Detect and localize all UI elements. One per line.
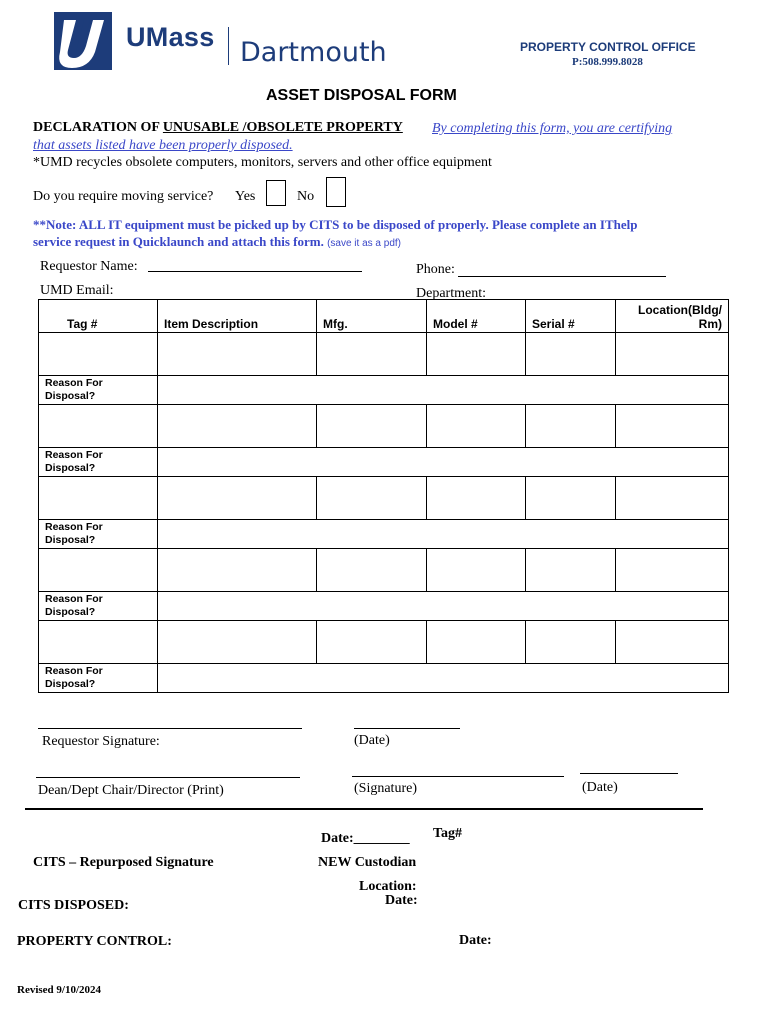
cits-date-label: Date:________ — [321, 831, 410, 846]
col-item-description: Item Description — [158, 300, 317, 333]
dean-print-line[interactable] — [36, 777, 300, 778]
declaration-underlined: UNUSABLE /OBSOLETE PROPERTY — [162, 120, 403, 135]
item-description-cell[interactable] — [158, 405, 317, 448]
mfg-cell[interactable] — [317, 333, 427, 376]
reason-input-cell[interactable] — [158, 592, 729, 621]
reason-row — [39, 664, 729, 693]
office-name: PROPERTY CONTROL OFFICE — [520, 40, 696, 54]
logo-campus-text: Dartmouth — [240, 37, 387, 68]
reason-label-cell — [39, 376, 158, 405]
mfg-cell[interactable] — [317, 477, 427, 520]
reason-row — [39, 448, 729, 477]
tag-cell[interactable] — [39, 549, 158, 592]
tag-cell[interactable] — [39, 477, 158, 520]
tag-cell[interactable] — [39, 333, 158, 376]
logo-umass-text: UMass — [126, 22, 215, 52]
asset-table — [38, 299, 729, 693]
no-checkbox[interactable] — [326, 177, 346, 207]
umd-email-label: UMD Email: — [40, 283, 114, 298]
certify-text-1: By completing this form, you are certifying — [432, 121, 673, 136]
reason-input-cell[interactable] — [158, 520, 729, 549]
location-cell[interactable] — [616, 621, 729, 664]
item-description-cell[interactable] — [158, 549, 317, 592]
requestor-signature-label: Requestor Signature: — [42, 734, 160, 749]
mfg-cell[interactable] — [317, 621, 427, 664]
it-note-line2 — [33, 234, 401, 250]
it-note-pdf: (save it as a pdf) — [327, 238, 401, 249]
col-serial: Serial # — [526, 300, 616, 333]
property-control-label: PROPERTY CONTROL: — [17, 934, 172, 949]
reason-input-cell[interactable] — [158, 664, 729, 693]
requestor-name-label: Requestor Name: — [40, 259, 138, 274]
mfg-cell[interactable] — [317, 549, 427, 592]
date2-label: (Date) — [582, 780, 618, 795]
requestor-name-line[interactable] — [148, 271, 362, 272]
reason-row — [39, 520, 729, 549]
logo-divider — [228, 27, 229, 65]
model-cell[interactable] — [427, 477, 526, 520]
serial-cell[interactable] — [526, 333, 616, 376]
location-cell[interactable] — [616, 477, 729, 520]
date2-line[interactable] — [580, 773, 678, 774]
new-custodian-label: NEW Custodian — [318, 855, 417, 870]
reason-label-cell — [39, 520, 158, 549]
declaration-line — [33, 120, 403, 136]
table-header-row — [39, 300, 729, 333]
cits-repurposed-label: CITS – Repurposed Signature — [33, 855, 214, 870]
item-description-cell[interactable] — [158, 621, 317, 664]
dean-print-label: Dean/Dept Chair/Director (Print) — [38, 783, 224, 798]
col-mfg: Mfg. — [317, 300, 427, 333]
location-date-label: Date: — [385, 893, 418, 908]
requestor-signature-line[interactable] — [38, 728, 302, 729]
table-row — [39, 405, 729, 448]
model-cell[interactable] — [427, 621, 526, 664]
table-row — [39, 549, 729, 592]
reason-input-cell[interactable] — [158, 376, 729, 405]
table-row — [39, 621, 729, 664]
reason-label-cell — [39, 664, 158, 693]
phone-label: Phone: — [416, 262, 455, 277]
serial-cell[interactable] — [526, 621, 616, 664]
model-cell[interactable] — [427, 405, 526, 448]
location-cell[interactable] — [616, 549, 729, 592]
item-description-cell[interactable] — [158, 333, 317, 376]
reason-label: Reason For Disposal? — [45, 665, 103, 690]
date1-line[interactable] — [354, 728, 460, 729]
tag-cell[interactable] — [39, 621, 158, 664]
signature-line[interactable] — [352, 776, 564, 777]
reason-row — [39, 592, 729, 621]
reason-label-cell — [39, 448, 158, 477]
it-note-line1: **Note: ALL IT equipment must be picked up by CITS to be disposed of properly. Please complete an IThelp — [33, 217, 638, 232]
tag-cell[interactable] — [39, 405, 158, 448]
form-title: ASSET DISPOSAL FORM — [266, 87, 457, 104]
recycle-note: *UMD recycles obsolete computers, monitors, servers and other office equipment — [33, 155, 492, 170]
tag-label: Tag# — [433, 826, 463, 841]
table-row — [39, 477, 729, 520]
no-label: No — [297, 189, 315, 204]
col-tag: Tag # — [39, 300, 158, 333]
location-cell[interactable] — [616, 405, 729, 448]
col-model: Model # — [427, 300, 526, 333]
model-cell[interactable] — [427, 549, 526, 592]
location-cell[interactable] — [616, 333, 729, 376]
table-row — [39, 333, 729, 376]
revised-date: Revised 9/10/2024 — [17, 984, 102, 996]
serial-cell[interactable] — [526, 549, 616, 592]
yes-label: Yes — [235, 189, 256, 204]
office-phone: P:508.999.8028 — [572, 56, 643, 68]
section-divider — [25, 808, 703, 810]
phone-line[interactable] — [458, 276, 666, 277]
it-note-line2-main: service request in Quicklaunch and attach this form. — [33, 234, 324, 249]
reason-row — [39, 376, 729, 405]
umass-logo-mark — [54, 12, 112, 70]
reason-label: Reason For Disposal? — [45, 377, 103, 402]
reason-label-cell — [39, 592, 158, 621]
location-label: Location: — [359, 879, 417, 894]
date1-label: (Date) — [354, 733, 390, 748]
col-location: Location(Bldg/ Rm) — [616, 300, 729, 333]
declaration-lead: DECLARATION OF — [33, 120, 163, 135]
signature-label: (Signature) — [354, 781, 417, 796]
item-description-cell[interactable] — [158, 477, 317, 520]
serial-cell[interactable] — [526, 405, 616, 448]
reason-label: Reason For Disposal? — [45, 449, 103, 474]
property-control-date-label: Date: — [459, 933, 492, 948]
mfg-cell[interactable] — [317, 405, 427, 448]
serial-cell[interactable] — [526, 477, 616, 520]
reason-label: Reason For Disposal? — [45, 593, 103, 618]
department-label: Department: — [416, 286, 486, 301]
cits-disposed-label: CITS DISPOSED: — [18, 898, 129, 913]
reason-label: Reason For Disposal? — [45, 521, 103, 546]
reason-input-cell[interactable] — [158, 448, 729, 477]
moving-question: Do you require moving service? — [33, 189, 214, 204]
certify-text-2: that assets listed have been properly disposed. — [33, 138, 293, 153]
yes-checkbox[interactable] — [266, 180, 286, 206]
model-cell[interactable] — [427, 333, 526, 376]
